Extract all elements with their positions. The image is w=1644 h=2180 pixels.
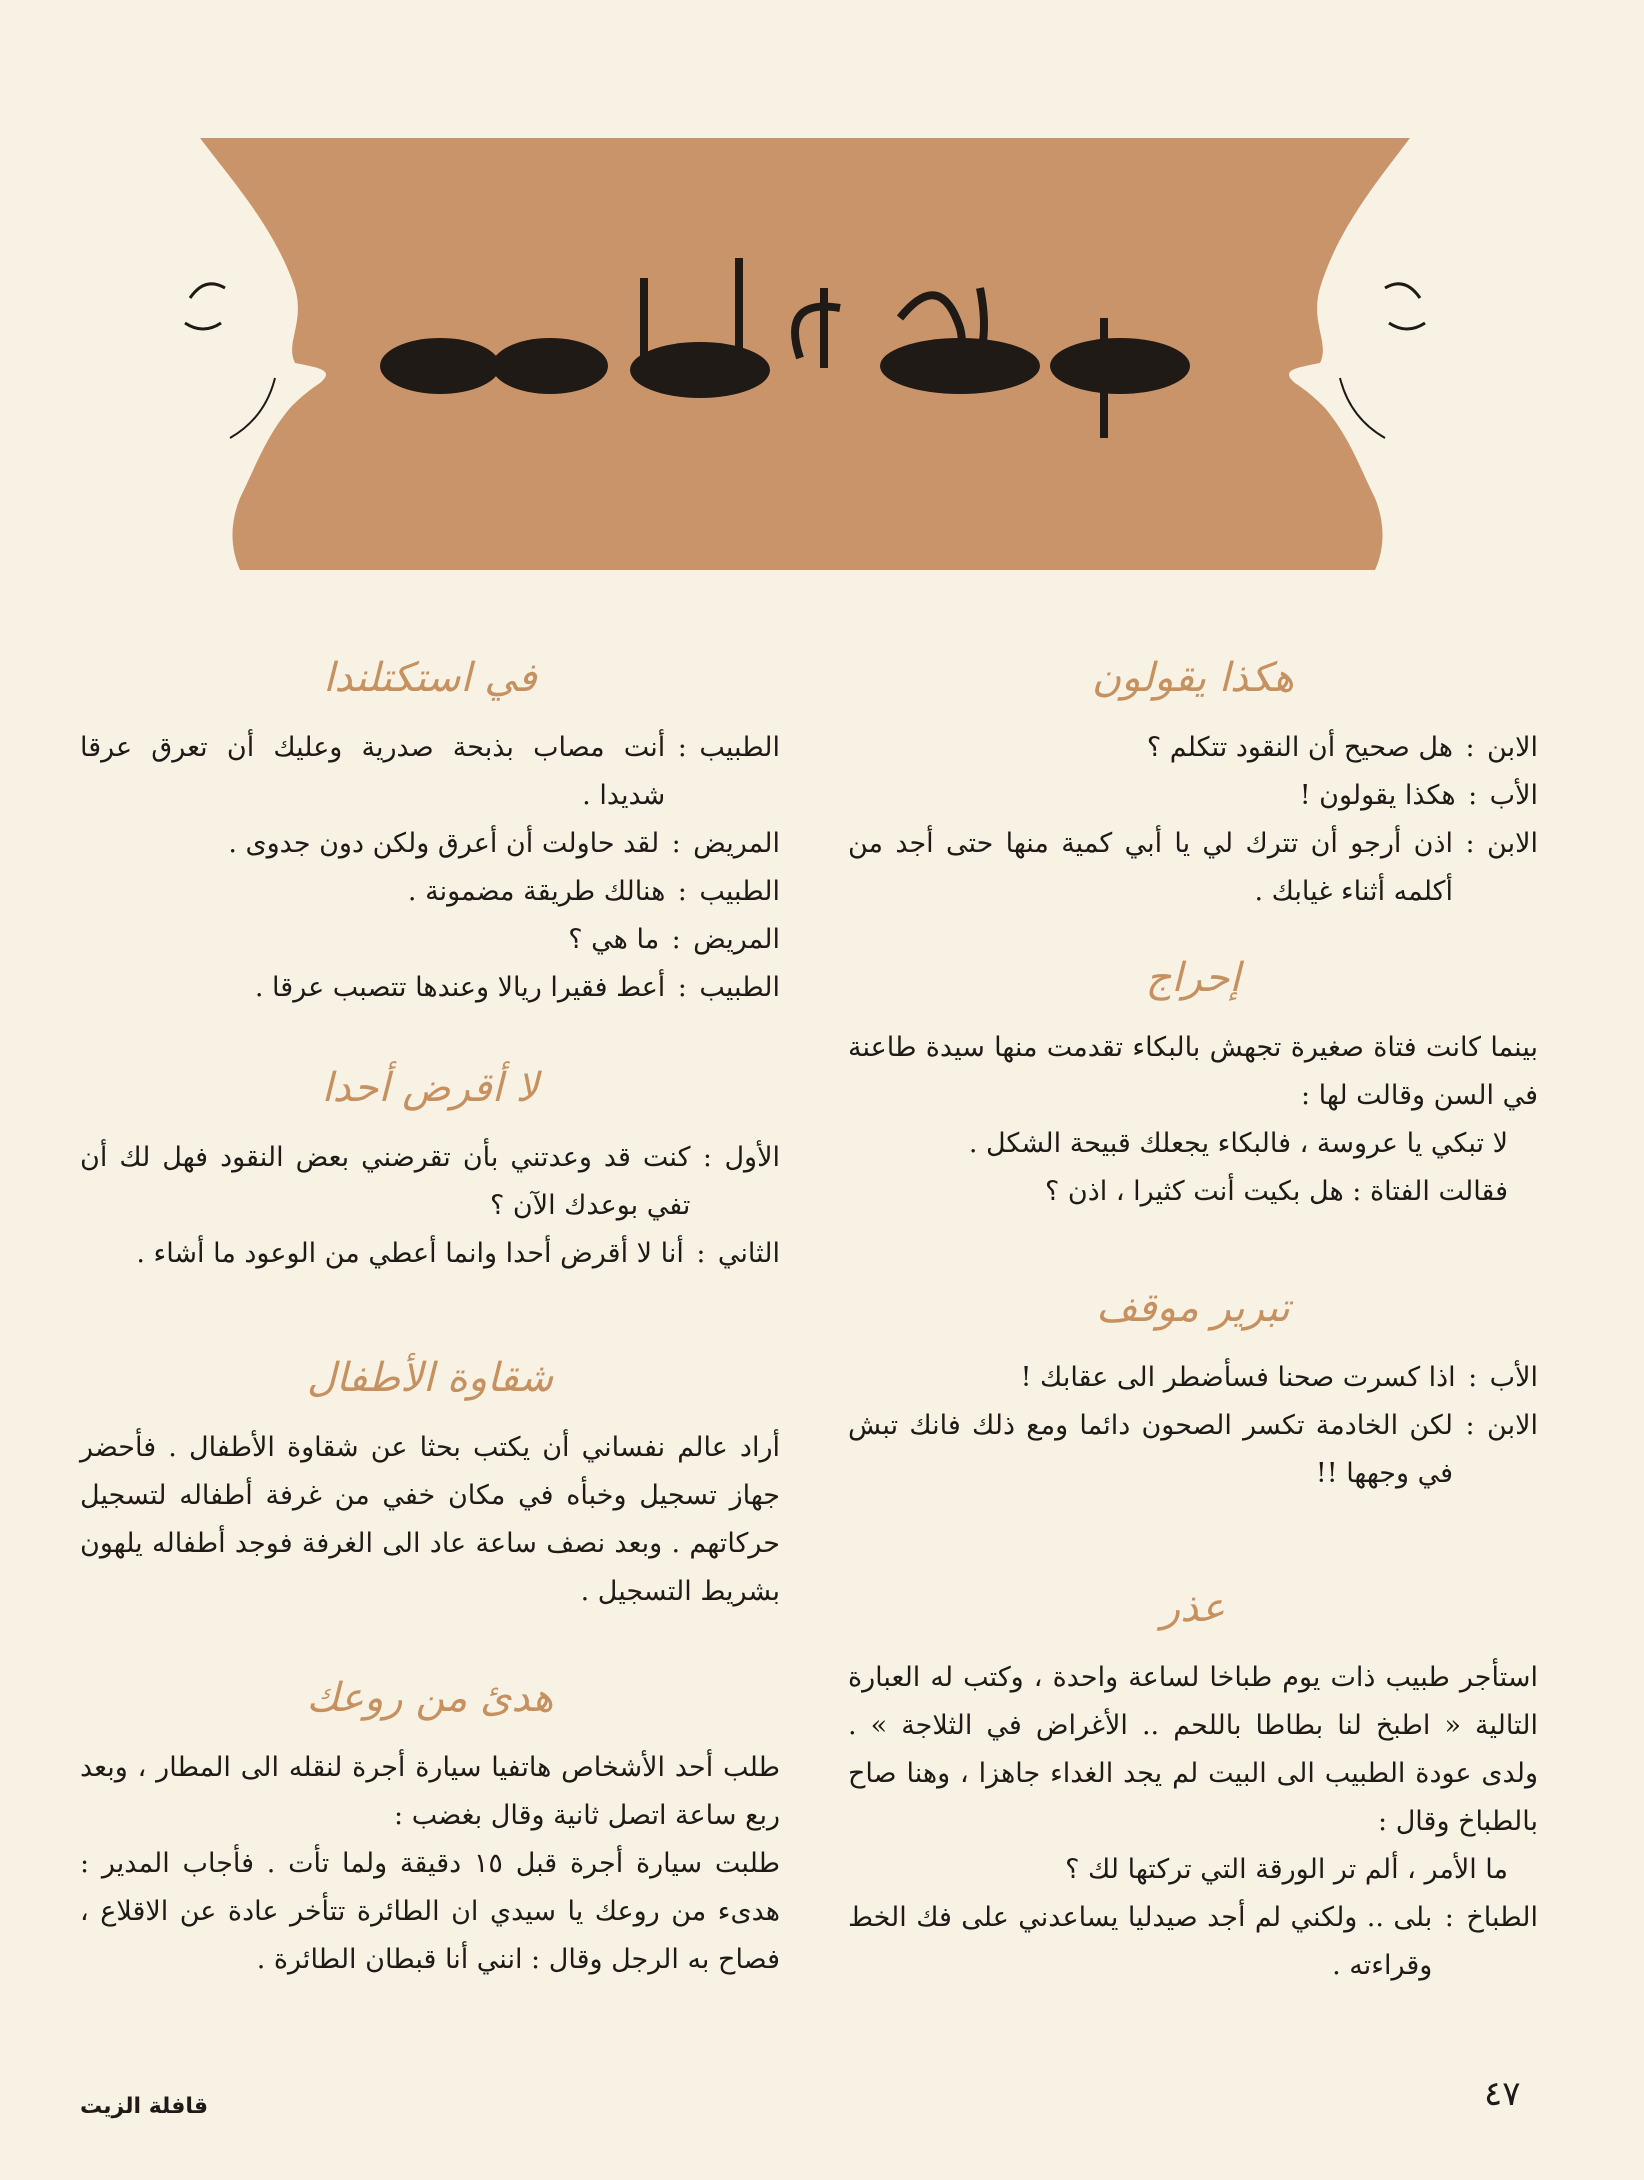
speaker-label: الابن (1487, 828, 1538, 859)
dialogue-text: بلى .. ولكني لم أجد صيدليا يساعدني على فك الخط وقراءته . (848, 1902, 1433, 1981)
dialogue-row (80, 868, 780, 916)
section-fi-scotland (80, 650, 780, 1060)
section-la-uqrid-ahadan (80, 1060, 780, 1350)
calligraphy-title-art (380, 258, 1190, 438)
dialogue-text: هنالك طريقة مضمونة . (407, 876, 666, 907)
story-paragraph: فقالت الفتاة : هل بكيت أنت كثيرا ، اذن ؟ (1044, 1176, 1508, 1207)
speaker-label: الثاني (717, 1238, 780, 1269)
dialogue-row (848, 1894, 1538, 1990)
colon-separator: : (1465, 732, 1475, 763)
colon-separator: : (671, 924, 681, 955)
dialogue-text: ما هي ؟ (568, 924, 660, 955)
section-title: هدئ من روعك (306, 1675, 554, 1721)
dialogue-text: اذا كسرت صحنا فسأضطر الى عقابك ! (1020, 1362, 1456, 1393)
section-tabrir-mawqif (848, 1280, 1538, 1580)
banner-title: اضحك مع الجماعة (802, 468, 810, 469)
story-paragraph: طلب أحد الأشخاص هاتفيا سيارة أجرة لنقله الى المطار ، وبعد ربع ساعة اتصل ثانية وقال بغضب : (80, 1752, 780, 1831)
dialogue-text: لكن الخادمة تكسر الصحون دائما ومع ذلك فانك تبش في وجهها !! (848, 1410, 1454, 1489)
section-hakatha-yaqulun (848, 650, 1538, 930)
right-face-silhouette (1289, 138, 1532, 570)
right-column (848, 650, 1538, 1990)
dialogue-row (80, 1134, 780, 1230)
left-face-silhouette (80, 138, 326, 570)
speaker-label: الأب (1489, 780, 1538, 811)
section-title: عذر (1160, 1585, 1226, 1631)
dialogue-text: لقد حاولت أن أعرق ولكن دون جدوى . (228, 828, 660, 859)
dialogue-text: كنت قد وعدتني بأن تقرضني بعض النقود فهل لك أن تفي بوعدك الآن ؟ (80, 1142, 691, 1221)
dialogue-row (80, 1230, 780, 1278)
speaker-label: الطبيب (699, 876, 780, 907)
dialogue-text: أنت مصاب بذبحة صدرية وعليك أن تعرق عرقا شديدا . (80, 732, 666, 811)
dialogue-text: هل صحيح أن النقود تتكلم ؟ (1146, 732, 1454, 763)
dialogue-row (848, 724, 1538, 772)
speaker-label: الأب (1489, 1362, 1538, 1393)
section-title: شقاوة الأطفال (306, 1355, 554, 1401)
magazine-name: قافلة الزيت (80, 2094, 209, 2119)
dialogue-text: هكذا يقولون ! (1299, 780, 1456, 811)
section-shaqawat-al-atfal (80, 1350, 780, 1670)
colon-separator: : (696, 1238, 706, 1269)
section-uthr (848, 1580, 1538, 1990)
left-column (80, 650, 780, 1984)
speaker-label: الأول (724, 1142, 780, 1173)
colon-separator: : (702, 1142, 712, 1173)
speaker-label: الطباخ (1466, 1902, 1538, 1933)
section-title: تبرير موقف (1096, 1285, 1290, 1331)
story-paragraph: بينما كانت فتاة صغيرة تجهش بالبكاء تقدمت منها سيدة طاعنة في السن وقالت لها : (848, 1032, 1538, 1111)
dialogue-row (848, 820, 1538, 916)
colon-separator: : (671, 828, 681, 859)
speaker-label: الطبيب (699, 972, 780, 1003)
story-paragraph: استأجر طبيب ذات يوم طباخا لساعة واحدة ، وكتب له العبارة التالية « اطبخ لنا بطاطا باللحم .. الأغراض في الثلاجة » . ولدى عودة الطبيب الى البيت لم يجد الغداء جاهزا ، وهنا صاح بالطباخ وقال : (848, 1662, 1538, 1837)
section-title: في استكتلندا (323, 655, 537, 701)
colon-separator: : (1444, 1902, 1454, 1933)
colon-separator: : (677, 876, 687, 907)
story-paragraph: طلبت سيارة أجرة قبل ١٥ دقيقة ولما تأت . فأجاب المدير : هدىء من روعك يا سيدي ان الطائرة تتأخر عادة عن الاقلاع ، فصاح به الرجل وقال : انني أنا قبطان الطائرة . (80, 1848, 780, 1975)
speaker-label: الابن (1487, 732, 1538, 763)
dialogue-row (80, 964, 780, 1012)
speaker-label: المريض (693, 924, 780, 955)
dialogue-row (80, 916, 780, 964)
page-number: ٤٧ (1484, 2074, 1521, 2114)
section-title: إحراج (1145, 955, 1241, 1001)
dialogue-text: أنا لا أقرض أحدا وانما أعطي من الوعود ما أشاء . (136, 1238, 684, 1269)
speaker-label: الطبيب (699, 732, 780, 763)
speaker-label: المريض (693, 828, 780, 859)
colon-separator: : (1468, 780, 1478, 811)
dialogue-row (848, 772, 1538, 820)
colon-separator: : (1465, 1410, 1475, 1441)
colon-separator: : (677, 732, 687, 763)
speaker-label: الابن (1487, 1410, 1538, 1441)
colon-separator: : (677, 972, 687, 1003)
story-paragraph: ما الأمر ، ألم تر الورقة التي تركتها لك ؟ (1065, 1854, 1508, 1885)
colon-separator: : (1468, 1362, 1478, 1393)
dialogue-row (848, 1354, 1538, 1402)
colon-separator: : (1465, 828, 1475, 859)
section-ihraj (848, 950, 1538, 1280)
section-haddi-min-rawik (80, 1670, 780, 1984)
story-paragraph: أراد عالم نفساني أن يكتب بحثا عن شقاوة الأطفال . فأحضر جهاز تسجيل وخبأه في مكان خفي من غرفة أطفاله لتسجيل حركاتهم . وبعد نصف ساعة عاد الى الغرفة فوجد أطفاله يلهون بشريط التسجيل . (80, 1432, 780, 1607)
header-banner (80, 138, 1532, 570)
dialogue-text: أعط فقيرا ريالا وعندها تتصبب عرقا . (254, 972, 666, 1003)
dialogue-text: اذن أرجو أن تترك لي يا أبي كمية منها حتى أجد من أكلمه أثناء غيابك . (848, 828, 1454, 907)
section-title: هكذا يقولون (1091, 655, 1295, 701)
section-title: لا أقرض أحدا (321, 1065, 539, 1111)
dialogue-row (848, 1402, 1538, 1498)
banner-illustration (80, 138, 1532, 570)
dialogue-row (80, 724, 780, 820)
dialogue-row (80, 820, 780, 868)
story-paragraph: لا تبكي يا عروسة ، فالبكاء يجعلك قبيحة الشكل . (968, 1128, 1508, 1159)
